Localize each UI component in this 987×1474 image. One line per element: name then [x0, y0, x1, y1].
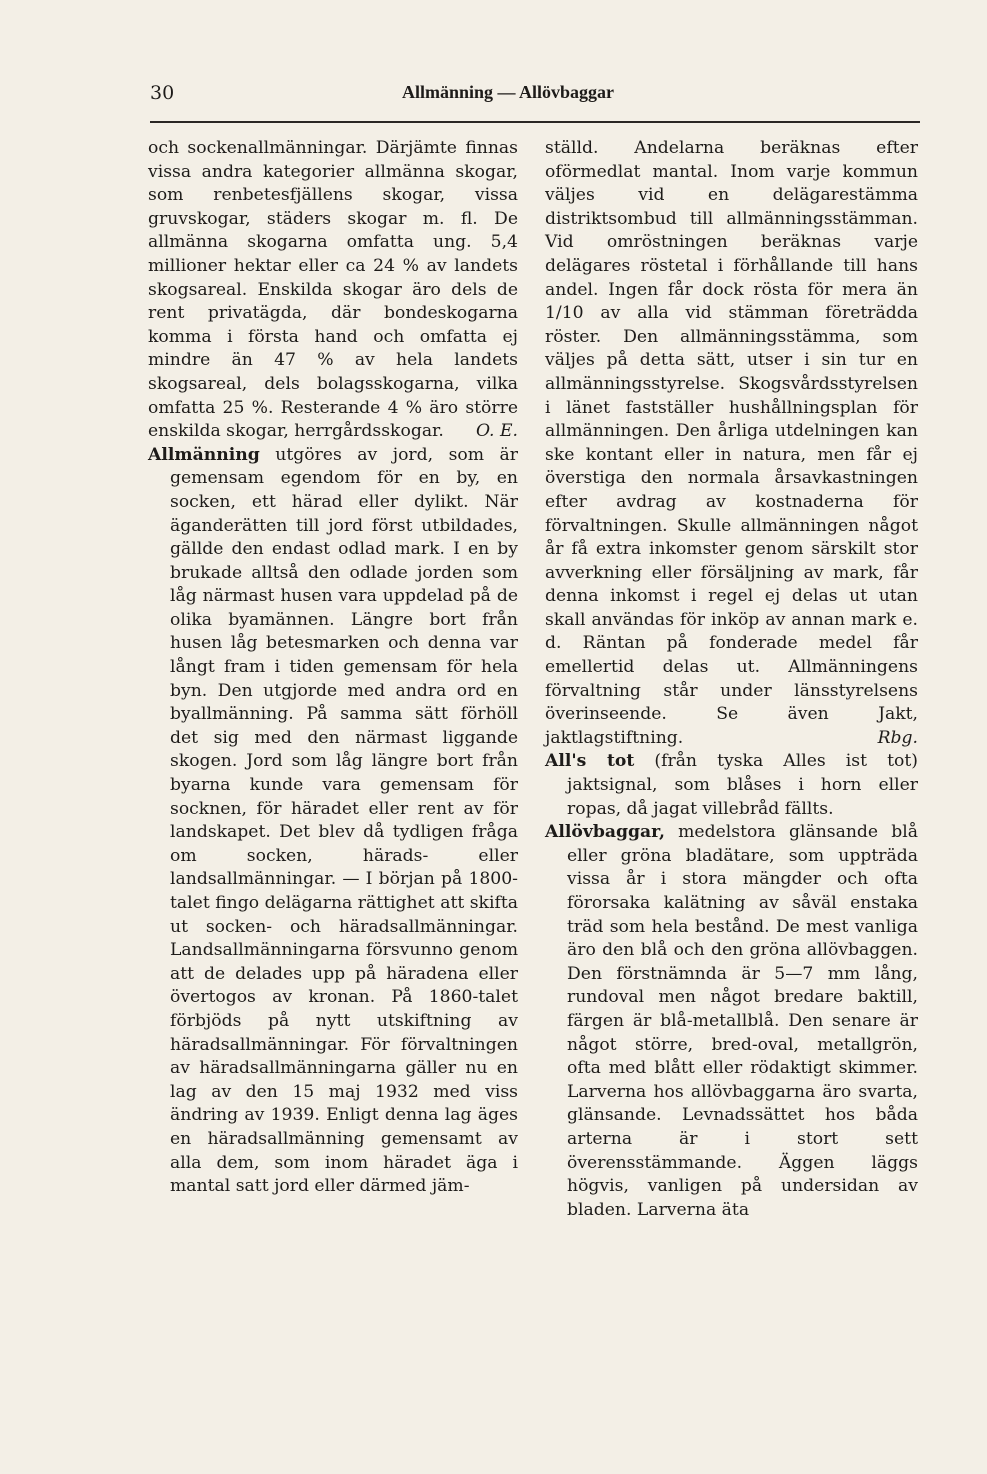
header-rule: [150, 121, 920, 123]
entry-allmanning: [148, 444, 518, 1199]
entry-text: (från tyska Alles ist tot) jaktsignal, som blåses i horn eller ropas, då jagat villebråd fällts.: [567, 751, 918, 819]
author-signature: Rbg.: [877, 727, 918, 748]
right-column: [545, 137, 918, 1222]
left-column: [148, 137, 518, 1199]
author-signature: O. E.: [475, 421, 518, 442]
continuation-text: och sockenallmänningar. Därjämte finnas vissa andra kategorier allmänna skogar, som renbetesfjällens skogar, vissa gruvskogar, städers skogar m. fl. De allmänna skogarna omfatta ung. 5,4 millioner hektar eller ca 24 % av landets skogsareal. Enskilda skogar äro dels de rent privatägda, där bondeskogarna komma i första hand och omfatta ej mindre än 47 % av hela landets skogsareal, dels bolagsskogarna, vilka omfatta 25 %. Resterande 4 % äro större enskilda skogar, herrgårdsskogar.: [148, 138, 518, 442]
entry-text: utgöres av jord, som är gemensam egendom för en by, en socken, ett härad eller dylikt. När äganderätten till jord först utbildades, gällde den endast odlad mark. I en by brukade alltså den odlade jorden som låg närmast husen vara uppdelad på de olika byamännen. Längre bort från husen låg betesmarken och denna var långt fram i tiden gemensam för hela byn. Den utgjorde med andra ord en byallmänning. På samma sätt förhöll det sig med den närmast liggande skogen. Jord som låg längre bort från byarna kunde vara gemensam för socknen, för häradet eller rent av för landskapet. Det blev då tydligen fråga om socken, härads- eller landsallmänningar. — I början på 1800-talet fingo delägarna rättighet att skifta ut socken- och häradsallmänningar. Landsallmänningarna försvunno genom att de delades upp på häradena eller övertogos av kronan. På 1860-talet förbjöds på nytt utskiftning av häradsallmänningar. För förvaltningen av häradsallmänningarna gäller nu en lag av den 15 maj 1932 med viss ändring av 1939. Enligt denna lag äges en häradsallmänning gemensamt av alla dem, som inom häradet äga i mantal satt jord eller därmed jäm-: [170, 444, 518, 1197]
entry-text: medelstora glänsande blå eller gröna bladätare, som uppträda vissa år i stora mängder och ofta förorsaka kalätning av såväl enstaka träd som hela bestånd. De mest vanliga äro den blå och den gröna allövbaggen. Den förstnämnda är 5—7 mm lång, rundoval men något bredare baktill, färgen är blå-metallblå. Den senare är något större, bred-oval, metallgrön, ofta med blått eller rödaktigt skimmer. Larverna hos allövbaggarna äro svarta, glänsande. Levnadssättet hos båda arterna är i stort sett överensstämmande. Äggen läggs högvis, vanligen på undersidan av bladen. Larverna äta: [567, 822, 918, 1220]
continuation-text: ställd. Andelarna beräknas efter oförmedlat mantal. Inom varje kommun väljes vid en delägarestämma distriktsombud till allmänningsstämman. Vid omröstningen beräknas varje delägares röstetal i förhållande till hans andel. Ingen får dock rösta för mera än 1/10 av alla vid stämman företrädda röster. Den allmänningsstämma, som väljes på detta sätt, utser i sin tur en allmänningsstyrelse. Skogsvårdsstyrelsen i länet fastställer hushållningsplan för allmänningen. Den årliga utdelningen kan ske kontant eller in natura, men får ej överstiga den normala årsavkastningen efter avdrag av kostnaderna för förvaltningen. Skulle allmänningen något år få extra inkomster genom särskilt stor avverkning eller försäljning av mark, får denna inkomst i regel ej delas ut utan skall användas för inköp av annan mark e. d. Räntan på fonderade medel får emellertid delas ut. Allmänningens förvaltning står under länsstyrelsens överinseende. Se även Jakt, jaktlagstiftning.: [545, 138, 918, 748]
entry-allovbaggar: [545, 821, 918, 1222]
continuation-paragraph: [545, 137, 918, 750]
page-header: [150, 82, 920, 112]
headword-alls-tot: All's tot: [545, 751, 635, 772]
page-number: 30: [150, 82, 175, 104]
running-head: Allmänning — Allövbaggar: [402, 82, 615, 102]
continuation-paragraph: [148, 137, 518, 444]
headword-allmanning: Allmänning: [148, 444, 260, 465]
headword-allovbaggar: Allövbaggar,: [545, 822, 665, 843]
entry-alls-tot: [545, 750, 918, 821]
